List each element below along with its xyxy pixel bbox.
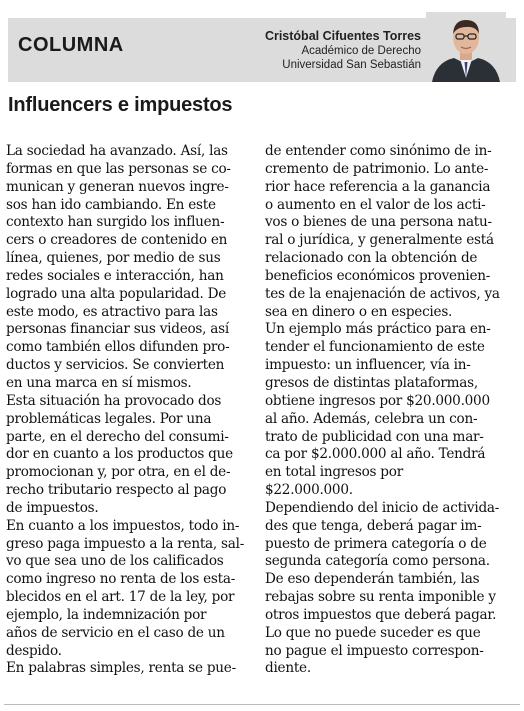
article-line: en una marca en sí mismos. [6, 374, 192, 391]
article-line: En palabras simples, renta se pue- [6, 660, 236, 677]
article-line: relacionado con la obtención de [265, 250, 478, 267]
article-line: como también ellos difunden pro- [6, 339, 230, 356]
article-line: formas en que las personas se co- [6, 160, 231, 177]
article-line: años de servicio en el caso de un [6, 624, 225, 641]
article-line: de entender como sinónimo de in- [265, 143, 492, 159]
author-name: Cristóbal Cifuentes Torres [264, 29, 421, 43]
article-line: ral o jurídica, y generalmente está [265, 232, 494, 249]
article-line: des que tenga, deberá pagar im- [265, 517, 482, 534]
bottom-rule [4, 704, 520, 705]
article-title: Influencers e impuestos [8, 94, 233, 116]
article-line: tender el funcionamiento de este [265, 339, 485, 356]
column-header [8, 18, 516, 82]
article-line: tes de la enajenación de activos, ya [265, 285, 500, 302]
article-line: Dependiendo del inicio de activida- [265, 499, 500, 516]
article-line: problemáticas legales. Por una [6, 410, 212, 427]
article-line: vo que sea uno de los calificados [6, 553, 224, 570]
article-line: cremento de patrimonio. Lo ante- [265, 160, 489, 177]
article-line: como ingreso no renta de los esta- [6, 571, 236, 588]
article-line: greso paga impuesto a la renta, sal- [6, 535, 245, 552]
article-line: promocionan y, por otra, en el de- [6, 464, 231, 481]
article-line: De eso dependerán también, las [265, 571, 480, 588]
article-line: obtiene ingresos por $20.000.000 [265, 392, 490, 409]
article-line: La sociedad ha avanzado. Así, las [6, 143, 228, 159]
article-line: trato de publicidad con una mar- [265, 428, 484, 445]
author-byline [265, 29, 421, 72]
article-line: despido. [6, 642, 62, 659]
article-line: segunda categoría como persona. [265, 553, 490, 570]
article-line: vos o bienes de una persona natu- [265, 214, 492, 231]
article-line: Esta situación ha provocado dos [6, 392, 222, 409]
article-line: redes sociales e interacción, han [6, 267, 224, 284]
article-line: de impuestos. [6, 499, 99, 516]
article-column-left [6, 143, 264, 678]
article-line: gresos de distintas plataformas, [265, 374, 478, 391]
article-line: ca por $2.000.000 al año. Tendrá [265, 446, 486, 463]
section-label: COLUMNA [18, 34, 124, 56]
article-line: logrado una alta popularidad. De [6, 285, 227, 302]
article-line: al año. Además, celebra un con- [265, 410, 478, 427]
article-line: blecidos en el art. 17 de la ley, por [6, 589, 235, 606]
article-line: Un ejemplo más práctico para en- [265, 321, 491, 338]
article-line: En cuanto a los impuestos, todo in- [6, 517, 240, 534]
author-portrait [426, 12, 506, 82]
article-line: $22.000.000. [265, 482, 353, 499]
article-line: puesto de primera categoría o de [265, 535, 487, 552]
article-line: otros impuestos que deberá pagar. [265, 606, 497, 623]
article-line: ductos y servicios. Se convierten [6, 357, 225, 374]
author-role: Académico de Derecho [301, 45, 421, 57]
article-line: diente. [265, 660, 311, 677]
article-column-right [265, 143, 523, 678]
article-line: parte, en el derecho del consumi- [6, 428, 229, 445]
article-line: línea, quienes, por medio de sus [6, 250, 221, 267]
article-line: sos han ido cambiando. En este [6, 196, 216, 213]
article-line: cers o creadores de contenido en [6, 232, 228, 249]
article-line: en total ingresos por [265, 464, 403, 481]
article-line: sea en dinero o en especies. [265, 303, 453, 320]
article-line: rior hace referencia a la ganancia [265, 178, 491, 195]
article-line: no pague el impuesto correspon- [265, 642, 484, 659]
article-line: recho tributario respecto al pago [6, 482, 227, 499]
article-line: personas financiar sus videos, así [6, 321, 229, 338]
article-line: ejemplo, la indemnización por [6, 606, 207, 623]
article-line: dor en cuanto a los productos que [6, 446, 233, 463]
article-line: contexto han surgido los influen- [6, 214, 225, 231]
article-line: este modo, es atractivo para las [6, 303, 218, 320]
article-line: impuesto: un influencer, vía in- [265, 357, 471, 374]
author-affiliation: Universidad San Sebastián [282, 59, 421, 71]
article-line: o aumento en el valor de los acti- [265, 196, 486, 213]
article-line: munican y generan nuevos ingre- [6, 178, 229, 195]
article-line: Lo que no puede suceder es que [265, 624, 481, 641]
article-line: beneficios económicos provenien- [265, 267, 491, 284]
article-line: rebajas sobre su renta imponible y [265, 589, 496, 606]
